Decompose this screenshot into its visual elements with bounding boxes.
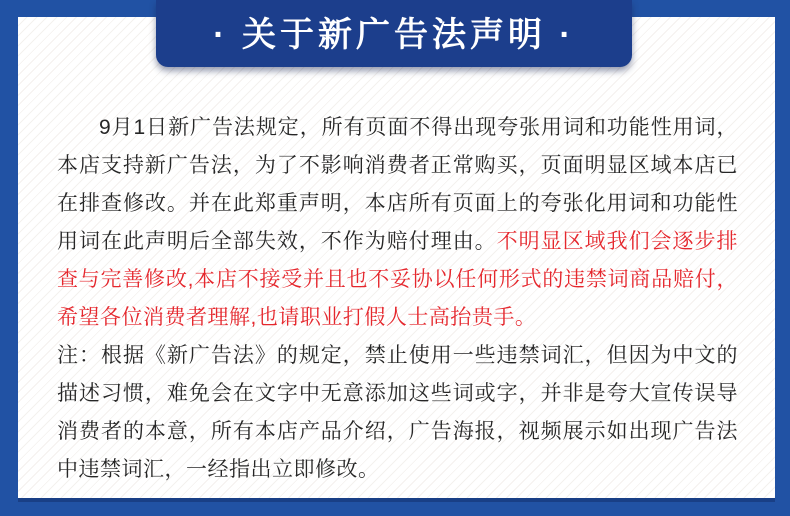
paragraph-main [57,109,738,337]
statement-red-text: 不明显区域我们会逐步排查与完善修改,本店不接受并且也不妥协以任何形式的违禁词商品赔付，希望各位消费者理解,也请职业打假人士高抬贵手。 [57,230,739,329]
paragraph-note: 注：根据《新广告法》的规定，禁止使用一些违禁词汇，但因为中文的描述习惯，难免会在文字中无意添加这些词或字，并非是夸大宣传误导消费者的本意，所有本店产品介绍，广告海报，视频展示如出现广告法中违禁词汇，一经指出立即修改。 [57,344,738,481]
notice-body [57,109,738,489]
title-banner [156,0,632,67]
statement-black-text: 9月1日新广告法规定，所有页面不得出现夸张用词和功能性用词，本店支持新广告法，为了不影响消费者正常购买，页面明显区域本店已在排查修改。并在此郑重声明，本店所有页面上的夸张化用词和功能性用词在此声明后全部失效，不作为赔付理由。 [57,116,738,253]
page-title: · 关于新广告法声明 · [213,16,575,54]
